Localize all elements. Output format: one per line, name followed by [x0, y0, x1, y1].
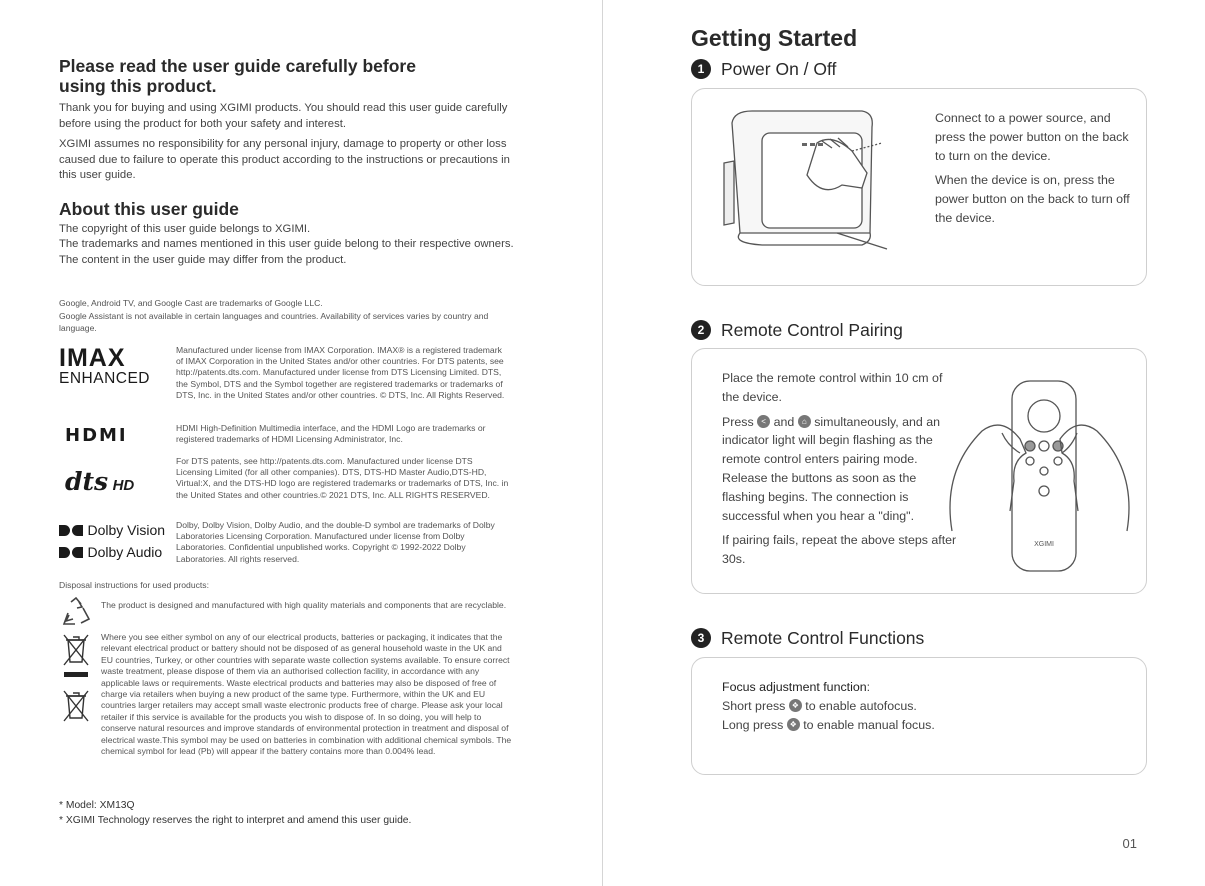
dolby-double-d-icon [59, 547, 70, 558]
intro-paragraph-1: Thank you for buying and using XGIMI products. You should read this user guide carefully before using the product for both your safety and interest. [59, 102, 508, 130]
getting-started-title: Getting Started [691, 25, 858, 51]
power-instructions [935, 109, 1130, 234]
about-guide-heading: About this user guide [59, 199, 239, 219]
section-title: Power On / Off [721, 58, 837, 79]
section-functions [691, 628, 924, 648]
rights-note: * XGIMI Technology reserves the right to interpret and amend this user guide. [59, 815, 412, 826]
google-assistant-note: Google Assistant is not available in certain languages and countries. Availability of services varies by country and language. [59, 311, 489, 334]
focus-button-icon: ❖ [787, 718, 800, 731]
remote-brand-label: XGIMI [1034, 541, 1054, 548]
remote-pairing-illustration [942, 361, 1137, 581]
page-number: 01 [1122, 836, 1137, 851]
recycle-icon [61, 597, 91, 627]
read-guide-heading: Please read the user guide carefully before using this product. [59, 56, 416, 96]
pairing-step-1: Place the remote control within 10 cm of the device. [722, 371, 943, 404]
focus-instructions [722, 678, 1122, 734]
about-paragraph-1: The copyright of this user guide belongs to XGIMI. [59, 223, 311, 235]
pairing-card [691, 348, 1147, 594]
section-pairing [691, 320, 903, 340]
power-off-text: When the device is on, press the power button on the back to turn off the device. [935, 173, 1130, 225]
right-page [603, 0, 1205, 886]
weee-disposal-text: Where you see either symbol on any of our electrical products, batteries or packaging, it indicates that the relevant electrical product or battery should not be disposed of as general household waste in the UK and EU countries, Turkey, or other countries with separate waste collection systems available. To ensure correct waste treatment, please dispose of them via an authorised collection facility, in accordance with any applicable laws or requirements. Waste electrical products and batteries may also be disposed of free of charge via retailers when buying a new product of the same type. Furthermore, within the UK and EU countries larger retailers may accept small waste electronic products free of charge. Please ask your local retailer if this service is available for the products you wish to dispose of. In so doing, you will help to conserve natural resources and improve standards of environmental protection in treatment and disposal of electrical waste.This symbol may be used on batteries in combination with additional chemical symbols. The chemical symbol for lead (Pb) will appear if the battery contains more than 0.004% lead. [101, 632, 512, 757]
power-on-text: Connect to a power source, and press the power button on the back to turn on the device. [935, 111, 1129, 163]
hdmi-license-text: HDMI High-Definition Multimedia interface, and the HDMI Logo are trademarks or registered trademarks of HDMI Licensing Administrator, Inc. [176, 423, 486, 445]
focus-button-icon: ❖ [789, 699, 802, 712]
projector-illustration [722, 103, 892, 253]
weee-bin-icon-2 [61, 688, 91, 724]
about-paragraph-2: The trademarks and names mentioned in this user guide belong to their respective owners. The content in the user guide may differ from the product. [59, 238, 514, 266]
imax-enhanced-logo: IMAX ENHANCED [59, 344, 150, 387]
weee-bin-icon [61, 632, 91, 680]
section-number: 3 [691, 628, 711, 648]
power-card [691, 88, 1147, 286]
section-power [691, 59, 836, 79]
section-title: Remote Control Pairing [721, 319, 903, 340]
long-press-line: Long press ❖ to enable manual focus. [722, 717, 935, 732]
back-button-icon: < [757, 415, 770, 428]
dolby-vision-logo: Dolby Vision [59, 522, 165, 540]
disposal-heading: Disposal instructions for used products: [59, 580, 209, 590]
hdmi-logo: HDMI [65, 425, 128, 446]
section-title: Remote Control Functions [721, 627, 925, 648]
recycle-text: The product is designed and manufactured with high quality materials and components that are recyclable. [101, 600, 507, 610]
pairing-instructions [722, 369, 957, 575]
short-press-line: Short press ❖ to enable autofocus. [722, 698, 917, 713]
home-button-icon: ⌂ [798, 415, 811, 428]
dts-hd-logo: dts HD [65, 467, 135, 496]
google-trademark-note: Google, Android TV, and Google Cast are trademarks of Google LLC. [59, 298, 323, 308]
dolby-license-text: Dolby, Dolby Vision, Dolby Audio, and the double-D symbol are trademarks of Dolby Laboratories Licensing Corporation. Manufactured under license from Dolby Laboratories. Confidential unpublished works. Copyright © 1992-2022 Dolby Laboratories. All rights reserved. [176, 520, 495, 564]
section-number: 2 [691, 320, 711, 340]
dolby-audio-logo: Dolby Audio [59, 544, 162, 562]
functions-card [691, 657, 1147, 775]
pairing-step-2: Press < and ⌂ simultaneously, and an indicator light will begin flashing as the remote control enters pairing mode. Release the buttons as soon as the flashing begins. The connection is successful when you hear a "ding". [722, 414, 941, 523]
focus-heading: Focus adjustment function: [722, 680, 871, 694]
dts-license-text: For DTS patents, see http://patents.dts.com. Manufactured under license DTS Licensing Limited (for all other companies). DTS, DTS-HD Master Audio,DTS-HD, Virtual:X, and the DTS-HD logo are registered trademarks or trademarks of DTS, Inc. in the United States and other countries.© 2021 DTS, Inc. ALL RIGHTS RESERVED. [176, 456, 509, 500]
dolby-double-d-icon [59, 525, 70, 536]
section-number: 1 [691, 59, 711, 79]
model-note: * Model: XM13Q [59, 800, 135, 811]
intro-paragraph-2: XGIMI assumes no responsibility for any personal injury, damage to property or other loss caused due to failure to operate this product according to the instructions or precautions in this user guide. [59, 138, 510, 181]
imax-license-text: Manufactured under license from IMAX Corporation. IMAX® is a registered trademark of IMAX Corporation in the United States and/or other countries. For DTS patents, see http://patents.dts.com. Manufactured under license from DTS Licensing Limited. DTS, the Symbol, DTS and the Symbol together are registered trademarks or trademarks of DTS, Inc. in the United States and/or other countries. © DTS, Inc. All Rights Reserved. [176, 345, 505, 400]
pairing-retry-text: If pairing fails, repeat the above steps after 30s. [722, 533, 957, 567]
